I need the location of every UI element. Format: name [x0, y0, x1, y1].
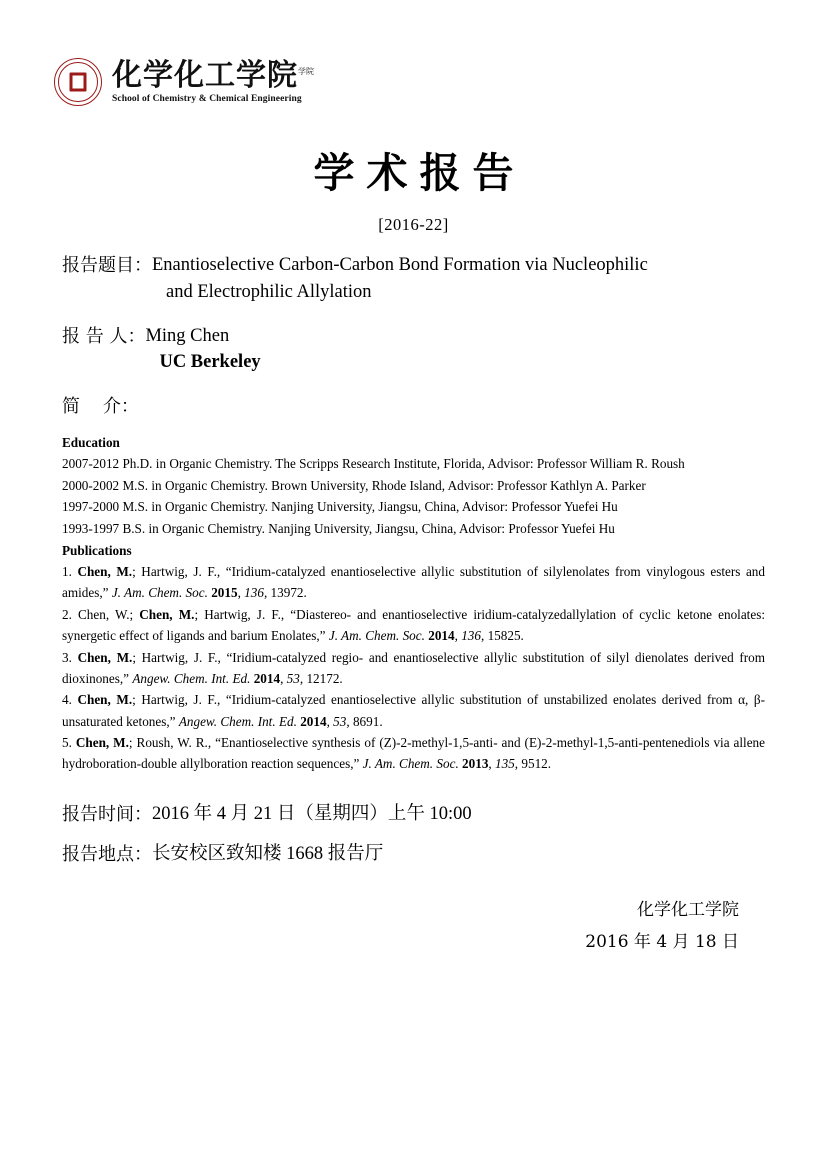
publication-volume: 136 [461, 628, 481, 644]
publication-item: 2. Chen, W.; Chen, M.; Hartwig, J. F., “Diastereo- and enantioselective iridium-catalyzedallylation of cyclic ketone enolates: synergetic effect of ligands and barium Enolates,” J. Am. Chem. Soc. 2014, 136, 15825. [62, 606, 765, 644]
publication-number: 4. [62, 692, 72, 708]
report-code: [2016-22] [378, 215, 449, 234]
field-topic [62, 252, 765, 306]
place-label: 报告地点： [62, 843, 152, 865]
publication-journal: J. Am. Chem. Soc. [328, 628, 425, 644]
publication-item: 5. Chen, M.; Roush, W. R., “Enantioselective synthesis of (Z)-2-methyl-1,5-anti- and (E)-2-methyl-1,5-anti-pentenediols via allene hydroboration-double allylboration reaction sequences,” J. Am. Chem. Soc. 2013, 135, 9512. [62, 735, 765, 772]
publication-pages: , 15825. [480, 628, 524, 644]
publication-item: 4. Chen, M.; Hartwig, J. F., “Iridium-catalyzed enantioselective allylic substitution of unstabilized enolates derived from α, β-unsaturated ketones,” Angew. Chem. Int. Ed. 2014, 53, 8691. [62, 692, 765, 729]
publication-pages: , 8691. [346, 713, 383, 729]
publication-volume: 135 [495, 756, 515, 772]
field-speaker [62, 323, 765, 377]
publication-pages: , 12172. [299, 670, 343, 686]
time-value: 2016 年 4 月 21 日（星期四）上午 10:00 [152, 803, 472, 824]
page-title: 学术报告 [313, 149, 526, 197]
speaker-affiliation: UC Berkeley [159, 352, 261, 373]
signature-organization: 化学化工学院 [637, 900, 739, 921]
publication-journal: J. Am. Chem. Soc. [362, 756, 459, 772]
publication-number: 1. [62, 564, 72, 580]
footer-fields [62, 801, 765, 868]
publication-pages: , 13972. [263, 585, 307, 601]
publication-text: ; Hartwig, J. F., “Iridium-catalyzed regio- and enantioselective allylic substitution of silyl dienolates derived from dioxinones,” [62, 649, 766, 686]
topic-value [152, 252, 765, 306]
signature-date: 2016 年 4 月 18 日 [585, 932, 739, 953]
biography-block [62, 432, 765, 775]
education-entry: 1997-2000 M.S. in Organic Chemistry. Nanjing University, Jiangsu, China, Advisor: Professor Yuefei Hu [62, 499, 618, 515]
school-name-en: School of Chemistry & Chemical Engineering [112, 93, 302, 104]
publication-item: 3. Chen, M.; Hartwig, J. F., “Iridium-catalyzed regio- and enantioselective allylic substitution of silyl dienolates derived from dioxinones,” Angew. Chem. Int. Ed. 2014, 53, 12172. [62, 649, 766, 686]
publication-year: 2015 [211, 585, 238, 601]
publication-text: ; Hartwig, J. F., “Iridium-catalyzed enantioselective allylic substitution of silylenolates from vinylogous esters and amides,” [62, 564, 765, 601]
place-value: 长安校区致知楼 1668 报告厅 [152, 843, 384, 864]
publication-text: ; Hartwig, J. F., “Diastereo- and enantioselective iridium-catalyzedallylation of cyclic ketone enolates: synergetic effect of ligands and barium Enolates,” [62, 606, 765, 644]
publication-number: 3. [62, 649, 72, 665]
publication-year: 2013 [462, 756, 489, 772]
publication-volume: 53 [333, 713, 347, 729]
publication-item: 1. Chen, M.; Hartwig, J. F., “Iridium-catalyzed enantioselective allylic substitution of silylenolates from vinylogous esters and amides,” J. Am. Chem. Soc. 2015, 136, 13972. [62, 564, 765, 601]
speaker-label: 报 告 人： [62, 325, 146, 347]
publication-pages: , 9512. [514, 756, 552, 772]
bio-label: 简 介： [62, 396, 139, 418]
publication-year: 2014 [253, 670, 281, 686]
logo-text [112, 60, 314, 104]
publication-year: 2014 [428, 628, 455, 644]
publication-journal: Angew. Chem. Int. Ed. [178, 713, 297, 729]
education-entry: 1993-1997 B.S. in Organic Chemistry. Nanjing University, Jiangsu, China, Advisor: Professor Yuefei Hu [62, 520, 615, 536]
school-name-cn: 化学化工学院$^{学院}$ [112, 58, 314, 94]
signature-block [62, 894, 765, 959]
publication-author-bold: Chen, M. [139, 606, 195, 622]
topic-label: 报告题目： [62, 255, 152, 276]
publication-author-bold: Chen, M. [77, 692, 133, 708]
publication-text: ; Hartwig, J. F., “Iridium-catalyzed enantioselective allylic substitution of unstabilized enolates derived from α, β-unsaturated ketones,” [62, 692, 765, 729]
publication-number: 2. [62, 606, 72, 622]
education-heading: Education [62, 435, 120, 451]
publication-author-bold: Chen, M. [77, 649, 133, 665]
field-place [62, 841, 765, 868]
publication-text: ; Roush, W. R., “Enantioselective synthesis of (Z)-2-methyl-1,5-anti- and (E)-2-methyl-1,5-anti-pentenediols via allene hydroboration-double allylboration reaction sequences,” [62, 735, 765, 772]
publication-year: 2014 [300, 713, 327, 729]
publication-journal: Angew. Chem. Int. Ed. [132, 670, 251, 686]
publication-author-bold: Chen, M. [75, 735, 129, 751]
education-entry: 2007-2012 Ph.D. in Organic Chemistry. The Scripps Research Institute, Florida, Advisor: Professor William R. Roush [62, 456, 685, 472]
publication-journal: J. Am. Chem. Soc. [111, 585, 208, 601]
field-time [62, 801, 765, 828]
field-bio-label [62, 393, 765, 420]
publication-number: 5. [62, 735, 72, 751]
publication-volume: 53 [286, 670, 300, 686]
publication-author-bold: Chen, M. [77, 564, 133, 580]
publication-volume: 136 [244, 585, 264, 601]
topic-line-2: and Electrophilic Allylation [166, 281, 372, 302]
publication-author-plain: Chen, W.; [77, 606, 140, 622]
school-name-sup: 学院 [298, 67, 314, 77]
time-label: 报告时间： [62, 803, 152, 825]
speaker-name: Ming Chen [145, 325, 230, 346]
topic-line-1: Enantioselective Carbon-Carbon Bond Formation via Nucleophilic [152, 255, 648, 275]
institution-logo [54, 58, 765, 106]
education-entry: 2000-2002 M.S. in Organic Chemistry. Brown University, Rhode Island, Advisor: Professor Kathlyn A. Parker [62, 477, 646, 493]
publications-heading: Publications [62, 542, 132, 558]
university-seal-icon [54, 58, 102, 106]
speaker-value [145, 323, 765, 377]
